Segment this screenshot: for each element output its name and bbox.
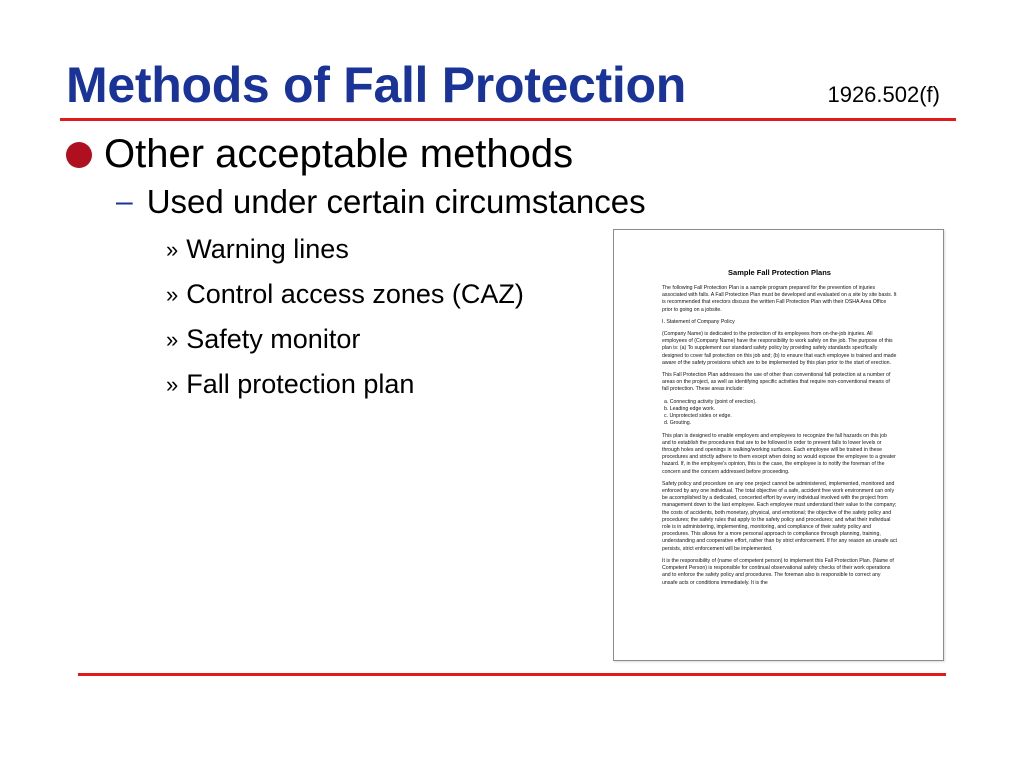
document-paragraph: This plan is designed to enable employers and employees to recognize the fall hazards on this job and to establish the procedures that are to be followed in order to prevent falls to lower levels or through holes and openings in walking/working surfaces. Each employee will be trained in these procedures and strictly adhere to them except when doing so would expose the employee to a greater hazard. If, in the employee's opinion, this is the case, the employee is to notify the foreman of the concern and the concern addressed before proceeding. — [662, 432, 896, 475]
document-list-item: c. Unprotected sides or edge. — [664, 412, 732, 419]
fall-protection-plan-document-thumbnail — [613, 229, 944, 661]
sub-sub-bullet-item — [166, 272, 646, 317]
chevron-right-icon: » — [166, 326, 179, 352]
sub-sub-bullet-text: Fall protection plan — [186, 369, 415, 399]
title-divider — [60, 118, 956, 121]
document-paragraph: This Fall Protection Plan addresses the use of other than conventional fall protection at a number of areas on the project, as well as identifying specific activities that require non-conventional means of fall protection. These areas include: — [662, 372, 891, 393]
sub-bullet-item — [116, 183, 646, 221]
sub-sub-bullet-item — [166, 362, 646, 407]
sub-sub-bullet-text: Safety monitor — [186, 324, 361, 354]
footer-divider — [78, 673, 946, 676]
document-title: Sample Fall Protection Plans — [728, 268, 831, 277]
bullet-dot-icon — [66, 142, 92, 168]
document-list-item: b. Leading edge work. — [664, 405, 716, 412]
sub-sub-bullet-list — [166, 227, 646, 407]
chevron-right-icon: » — [166, 281, 179, 307]
document-list-item: a. Connecting activity (point of erection). — [664, 398, 757, 405]
sub-sub-bullet-text: Control access zones (CAZ) — [186, 279, 524, 309]
document-paragraph: The following Fall Protection Plan is a sample program prepared for the prevention of injuries associated with falls. A Fall Protection Plan must be developed and evaluated on a site by site basis. It is recommended that erectors discuss the written Fall Protection Plan with their OSHA Area Office prior to going on a jobsite. — [662, 285, 897, 313]
document-paragraph: It is the responsibility of (name of competent person) to implement this Fall Protection Plan. (Name of Competent Person) is responsible for continual observational safety checks of their work operations and to enforce the safety policy and procedures. The foreman also is responsible to correct any unsafe acts or conditions immediately. It is the — [662, 557, 894, 586]
document-list-item: d. Grouting. — [664, 419, 692, 426]
bullet-list — [66, 132, 646, 407]
sub-sub-bullet-item — [166, 227, 646, 272]
chevron-right-icon: » — [166, 371, 179, 397]
bullet-item — [66, 132, 646, 177]
document-paragraph: (Company Name) is dedicated to the protection of its employees from on-the-job injuries. All employees of (Company Name) have the responsibility to work safely on the job. The purpose of this plan is: (a) To supplement our standard safety policy by providing safety standards specifically designed to cover fall protection on this job and; (b) to ensure that each employee is trained and made aware of the safety provisions which are to be implemented by this plan prior to the start of erection. — [662, 331, 897, 366]
sub-sub-bullet-item — [166, 317, 646, 362]
sub-sub-bullet-text: Warning lines — [186, 234, 349, 264]
dash-icon: – — [116, 185, 133, 218]
regulation-reference: 1926.502(f) — [827, 82, 940, 107]
slide-title: Methods of Fall Protection — [66, 57, 686, 113]
bullet-text: Other acceptable methods — [104, 132, 574, 176]
chevron-right-icon: » — [166, 236, 179, 262]
sub-bullet-text: Used under certain circumstances — [146, 183, 646, 220]
document-paragraph: Safety policy and procedure on any one project cannot be administered, implemented, monitored and enforced by any one individual. The total objective of a safe, accident free work environment can only be accomplished by a dedicated, concerted effort by every individual involved with the project from management down to the last employee. Each employee must understand their value to the company; the costs of accidents, both monetary, physical, and emotional; the objective of the safety policy and procedures; the safety rules that apply to the safety policy and procedures; and what their individual role is in administering, implementing, monitoring, and compliance of their safety policy and procedures. This allows for a more personal approach to compliance through planning, training, understanding and cooperative effort, rather than by strict enforcement. If for any reason an unsafe act persists, strict enforcement will be implemented. — [662, 480, 897, 552]
document-list — [662, 399, 897, 427]
document-section-heading: I. Statement of Company Policy — [662, 318, 735, 325]
